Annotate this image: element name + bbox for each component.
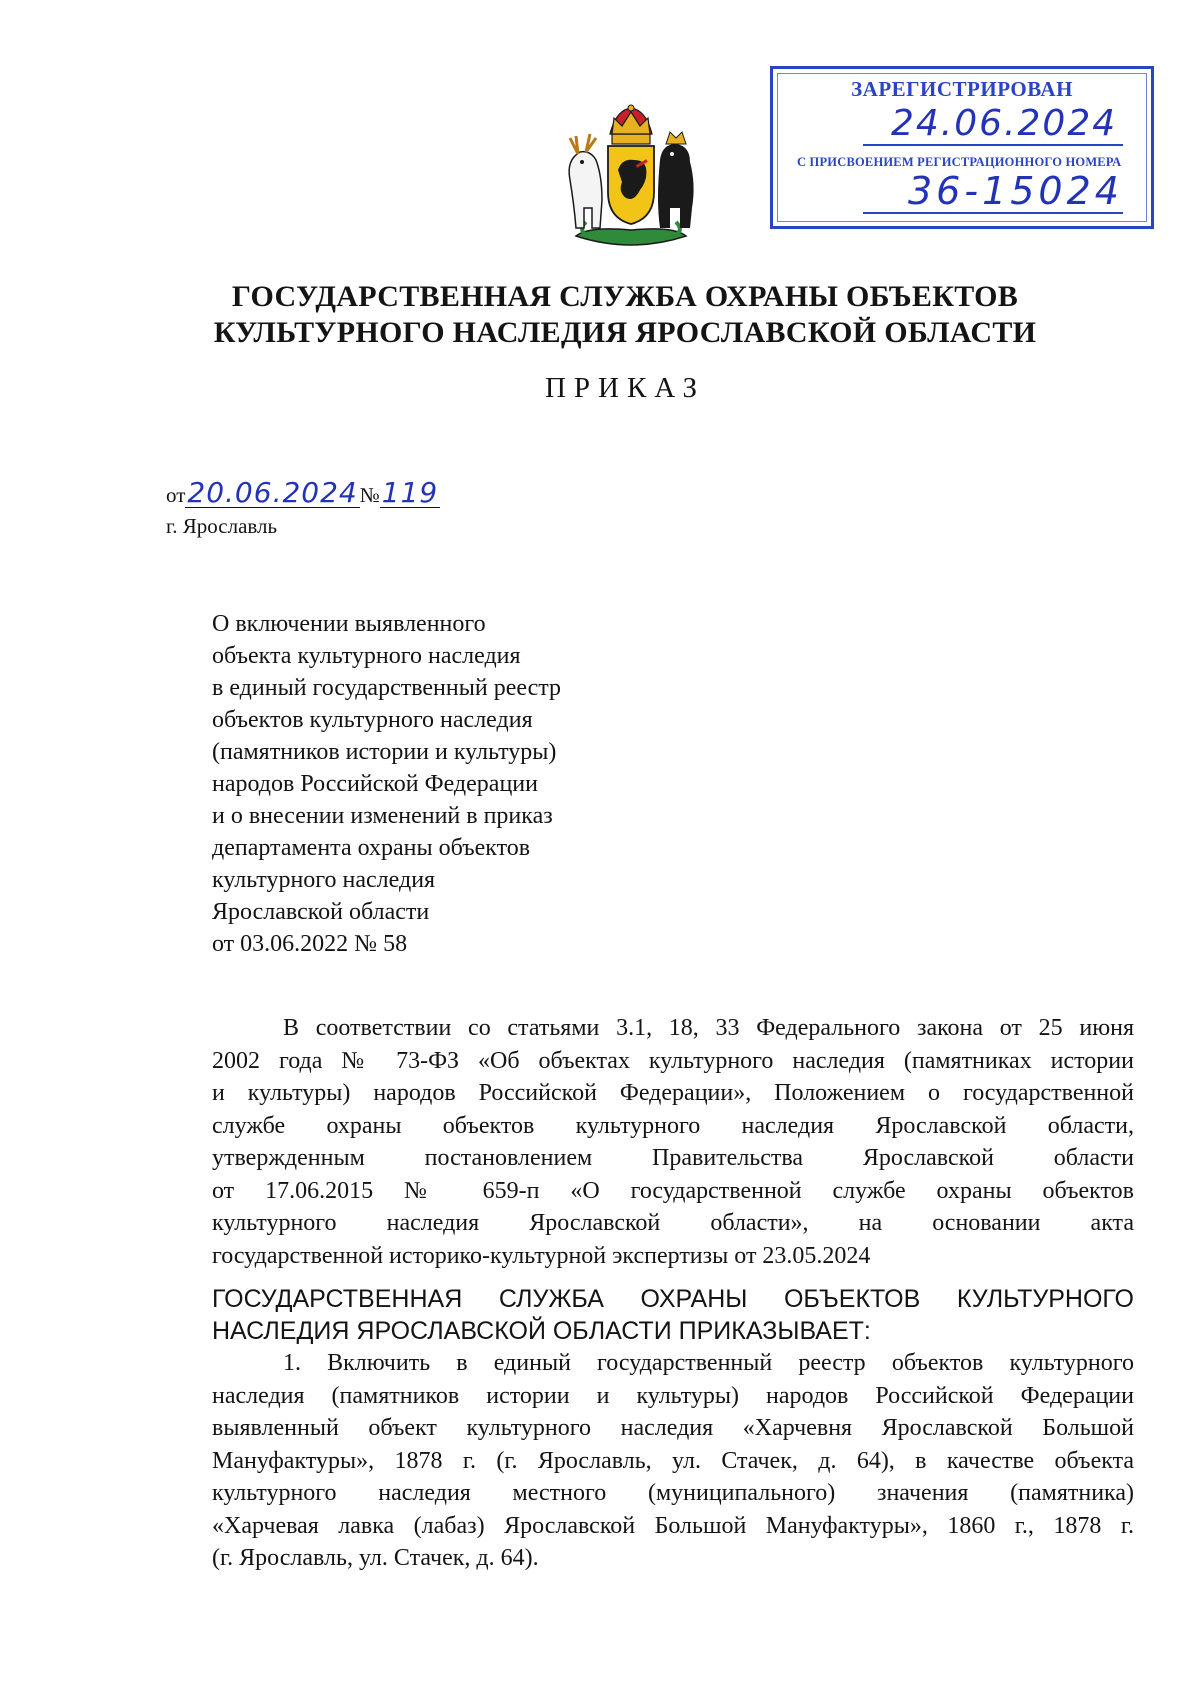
paragraph-line: «Харчевая лавка (лабаз) Ярославской Большой Мануфактуры», 1860 г., 1878 г.	[212, 1512, 1134, 1539]
org-name-line-1: ГОСУДАРСТВЕННАЯ СЛУЖБА ОХРАНЫ ОБЪЕКТОВ	[231, 280, 1019, 313]
subject-line: от 03.06.2022 № 58	[212, 931, 408, 957]
paragraph-line: 2002 года № 73-ФЗ «Об объектах культурного наследия (памятниках истории	[212, 1047, 1134, 1074]
order-date: 20.06.2024	[187, 476, 358, 509]
paragraph-line: культурного наследия местного (муниципального) значения (памятника)	[212, 1480, 1134, 1506]
paragraph-line: культурного наследия Ярославской области», на основании акта	[212, 1210, 1134, 1236]
subject-line: Ярославской области	[212, 899, 430, 925]
registration-stamp	[770, 66, 1154, 229]
subject-line: (памятников истории и культуры)	[212, 739, 557, 765]
paragraph-line: (г. Ярославль, ул. Стачек, д. 64).	[212, 1545, 539, 1571]
order-date-number	[166, 476, 440, 509]
stamp-title: ЗАРЕГИСТРИРОВАН	[851, 77, 1073, 101]
org-name-line-2: КУЛЬТУРНОГО НАСЛЕДИЯ ЯРОСЛАВСКОЙ ОБЛАСТИ	[213, 316, 1037, 349]
date-prefix: от	[166, 483, 186, 507]
subject-line: объекта культурного наследия	[212, 643, 521, 669]
stamp-underline	[863, 144, 1123, 146]
stamp-underline	[863, 212, 1123, 214]
paragraph-line: выявленный объект культурного наследия «Харчевня Ярославской Большой	[212, 1415, 1134, 1441]
paragraph-line: утвержденным постановлением Правительства Ярославской области	[212, 1145, 1134, 1171]
paragraph-line: В соответствии со статьями 3.1, 18, 33 Федерального закона от 25 июня	[283, 1015, 1134, 1041]
paragraph-line: 1. Включить в единый государственный реестр объектов культурного	[283, 1350, 1134, 1376]
paragraph-line: наследия (памятников истории и культуры) народов Российской Федерации	[212, 1382, 1134, 1409]
order-number: 119	[381, 476, 439, 509]
paragraph-line: государственной историко-культурной экспертизы от 23.05.2024	[212, 1242, 871, 1269]
stamp-date: 24.06.2024	[891, 103, 1118, 144]
preamble-paragraph	[212, 1012, 1134, 1272]
paragraph-line: Мануфактуры», 1878 г. (г. Ярославль, ул. Стачек, д. 64), в качестве объекта	[212, 1447, 1134, 1474]
paragraph-line: службе охраны объектов культурного наследия Ярославской области,	[212, 1112, 1134, 1139]
subject-line: в единый государственный реестр	[212, 675, 562, 701]
order-statement-line-2: НАСЛЕДИЯ ЯРОСЛАВСКОЙ ОБЛАСТИ ПРИКАЗЫВАЕТ:	[212, 1317, 871, 1345]
order-subject	[212, 608, 632, 960]
paragraph-line: от 17.06.2015 № 659-п «О государственной службе охраны объектов	[212, 1177, 1134, 1204]
subject-line: департамента охраны объектов	[212, 835, 531, 861]
stamp-number: 36-15024	[908, 169, 1123, 213]
document-type: ПРИКАЗ	[544, 372, 706, 404]
coat-of-arms-icon	[556, 104, 706, 254]
subject-line: О включении выявленного	[212, 611, 486, 637]
number-prefix: №	[359, 483, 380, 507]
city: г. Ярославль	[166, 514, 278, 538]
subject-line: культурного наследия	[212, 867, 436, 893]
order-item-1	[212, 1347, 1134, 1575]
subject-line: народов Российской Федерации	[212, 771, 538, 797]
subject-line: объектов культурного наследия	[212, 707, 533, 733]
subject-line: и о внесении изменений в приказ	[212, 803, 553, 829]
stamp-subtitle: С ПРИСВОЕНИЕМ РЕГИСТРАЦИОННОГО НОМЕРА	[797, 155, 1122, 169]
order-statement-line-1: ГОСУДАРСТВЕННАЯ СЛУЖБА ОХРАНЫ ОБЪЕКТОВ КУЛЬТУРНОГО	[212, 1285, 1134, 1313]
paragraph-line: и культуры) народов Российской Федерации», Положением о государственной	[212, 1080, 1134, 1106]
